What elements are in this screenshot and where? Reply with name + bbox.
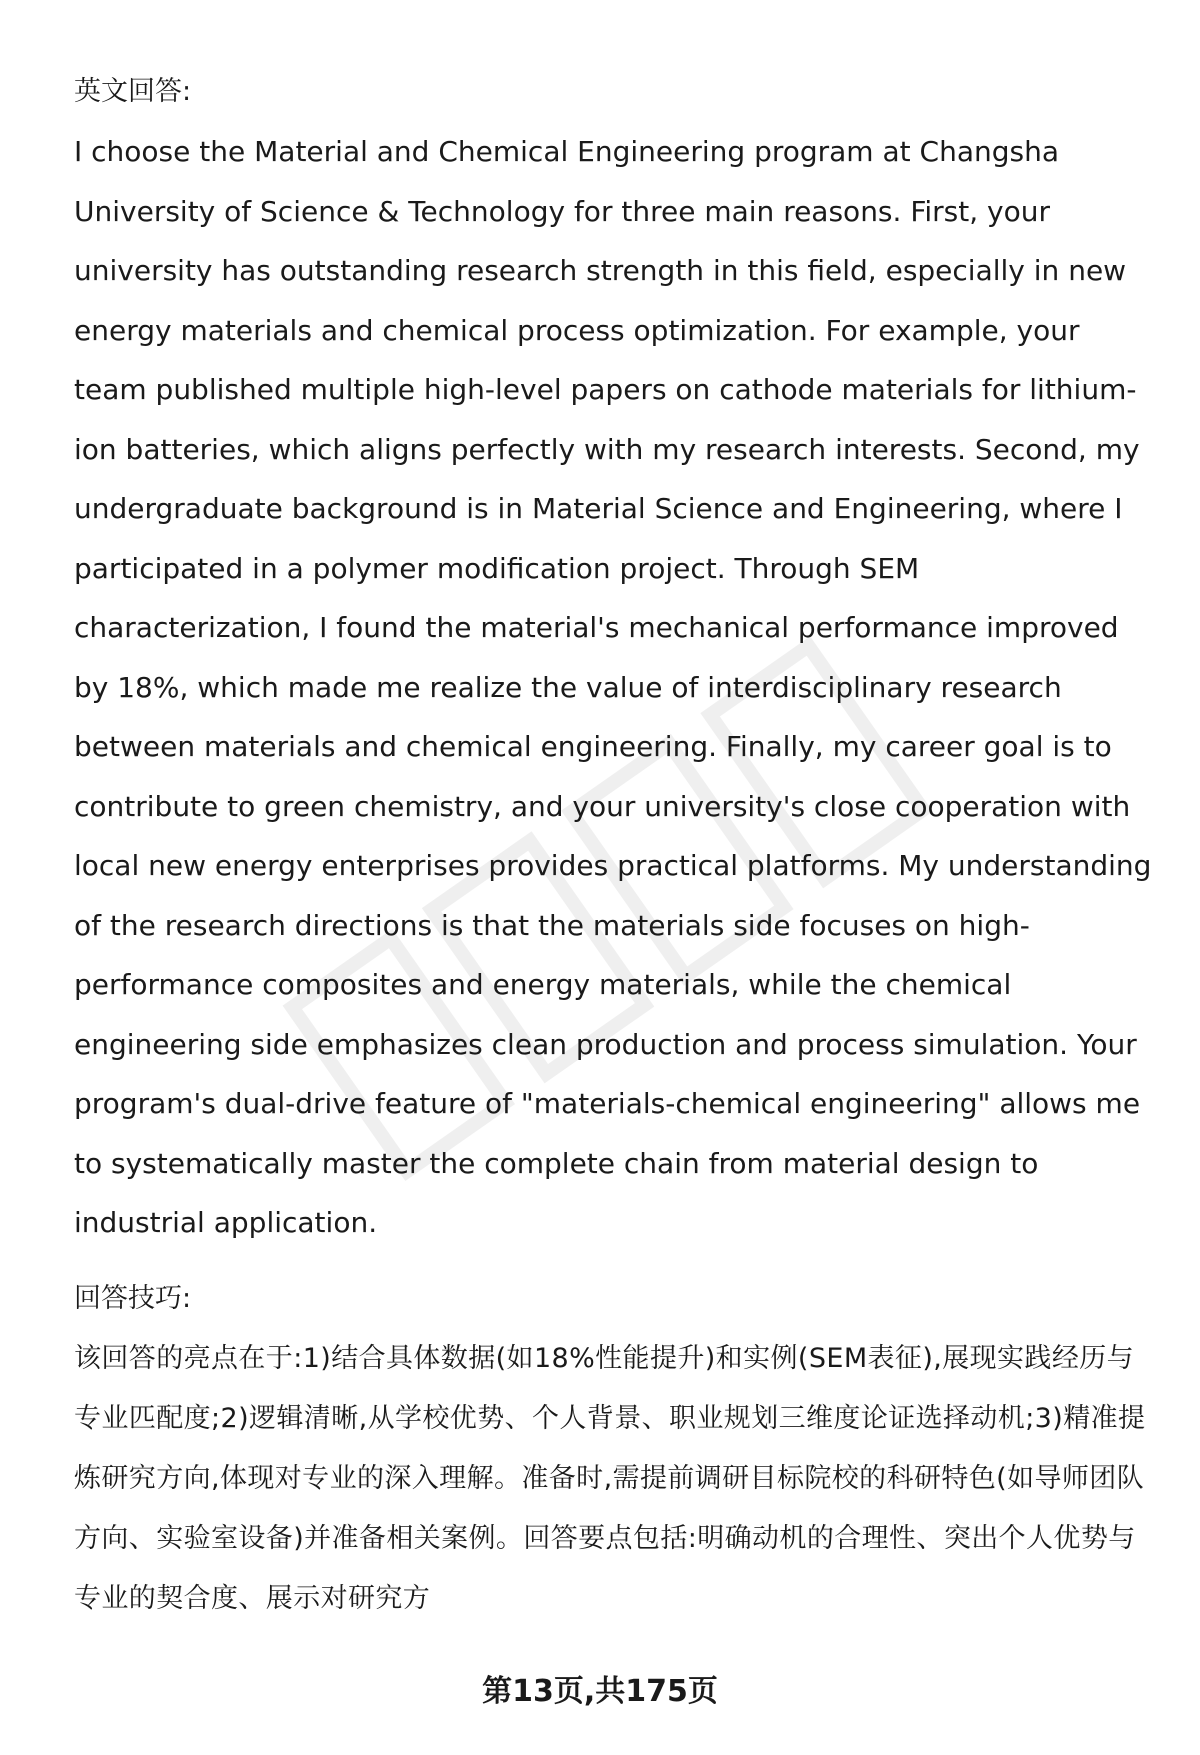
content-area: [74, 62, 1154, 1629]
answer-tips-heading: 回答技巧:: [74, 1282, 192, 1314]
page-number: 第13页,共175页: [482, 1674, 718, 1709]
answer-tips-body: 该回答的亮点在于:1)结合具体数据(如18%性能提升)和实例(SEM表征),展现实践经历与专业匹配度;2)逻辑清晰,从学校优势、个人背景、职业规划三维度论证选择动机;3)精准提炼研究方向,体现对专业的深入理解。准备时,需提前调研目标院校的科研特色(如导师团队方向、实验室设备)并准备相关案例。回答要点包括:明确动机的合理性、突出个人优势与专业的契合度、展示对研究方: [74, 1342, 1146, 1614]
english-answer-body: I choose the Material and Chemical Engineering program at Changsha University of Science & Technology for three main reasons. First, your university has outstanding research strength in this field, especially in new energy materials and chemical process optimization. For example, your team published multiple high-level papers on cathode materials for lithium-ion batteries, which aligns perfectly with my research interests. Second, my undergraduate background is in Material Science and Engineering, where I participated in a polymer modification project. Through SEM characterization, I found the material's mechanical performance improved by 18%, which made me realize the value of interdisciplinary research between materials and chemical engineering. Finally, my career goal is to contribute to green chemistry, and your university's close cooperation with local new energy enterprises provides practical platforms. My understanding of the research directions is that the materials side focuses on high-performance composites and energy materials, while the chemical engineering side emphasizes clean production and process simulation. Your program's dual-drive feature of "materials-chemical engineering" allows me to systematically master the complete chain from material design to industrial application.: [74, 135, 1152, 1239]
english-answer-heading: 英文回答:: [74, 76, 192, 107]
